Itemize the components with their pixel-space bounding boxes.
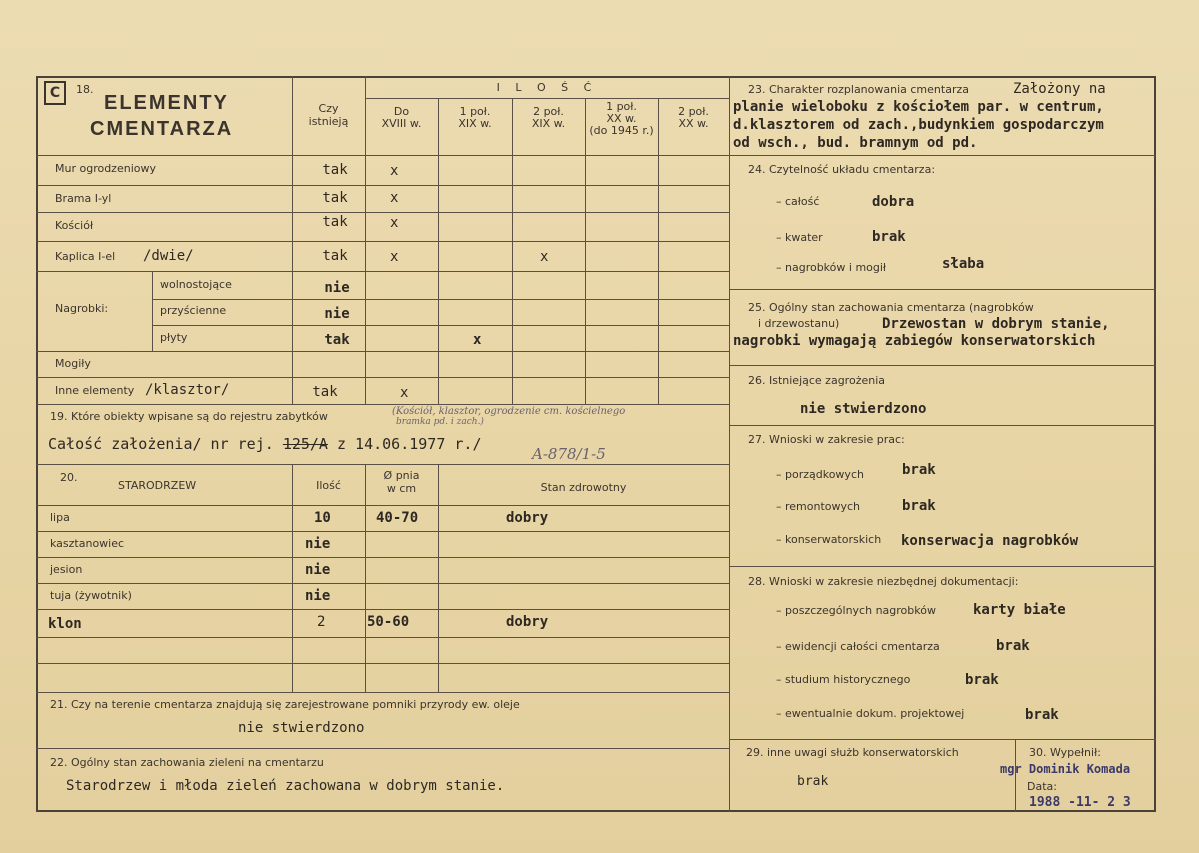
works-label: – remontowych (776, 500, 861, 513)
section-26-label: 26. Istniejące zagrożenia (748, 374, 886, 387)
divider-line (36, 531, 729, 532)
tree-name: kasztanowiec (50, 537, 125, 550)
tree-count: 2 (317, 614, 326, 630)
documentation-label: – ewidencji całości cmentarza (776, 640, 940, 653)
divider-line (36, 692, 729, 693)
divider-line (365, 464, 366, 692)
section-19-hand-reg: A-878/1-5 (532, 445, 606, 463)
col-header-2-pol-xx: 2 poł. XX w. (678, 105, 709, 131)
exists-header: Czy istnieją (308, 102, 349, 128)
row-label: Inne elementy (55, 384, 135, 397)
section-20-number: 20. (60, 471, 78, 484)
documentation-value: brak (1025, 707, 1059, 723)
filler-stamp: mgr Dominik Komada (1000, 762, 1131, 776)
readability-label: – całość (776, 195, 820, 208)
section-18-number: 18. (76, 83, 94, 96)
tree-count: nie (305, 536, 331, 552)
exists-value: tak (322, 190, 348, 206)
section-18-title-line2: CMENTARZA (90, 118, 234, 140)
struck-number: 125/A (282, 435, 328, 453)
section-25-label-2: i drzewostanu) (758, 317, 840, 330)
divider-line (729, 289, 1156, 290)
divider-line (36, 464, 729, 465)
divider-line (729, 155, 1156, 156)
divider-line (729, 566, 1156, 567)
row-label: Mur ogrodzeniowy (55, 162, 156, 175)
section-19-hand-note: (Kościół, klasztor, ogrodzenie cm. kościelnego (392, 406, 626, 417)
row-label: Kaplica I-el (55, 250, 116, 263)
section-25-value: Drzewostan w dobrym stanie, (882, 316, 1110, 332)
tree-diameter: 40-70 (376, 510, 419, 526)
col-header-1-pol-xix: 1 poł. XIX w. (458, 105, 492, 131)
mark-x: x (400, 385, 409, 401)
divider-line (36, 377, 729, 378)
divider-line (36, 637, 729, 638)
col-header-1-pol-xx: 1 poł. XX w. (do 1945 r.) (589, 100, 654, 138)
divider-line (36, 505, 729, 506)
tree-name: tuja (żywotnik) (50, 589, 132, 602)
row-label: przyścienne (160, 304, 227, 317)
section-29-label: 29. inne uwagi służb konserwatorskich (746, 746, 959, 759)
divider-line (36, 212, 729, 213)
documentation-label: – studium historycznego (776, 673, 911, 686)
readability-label: – nagrobków i mogił (776, 261, 887, 274)
col-header-ilosc: Ilość (316, 479, 341, 492)
documentation-label: – ewentualnie dokum. projektowej (776, 707, 965, 720)
divider-line (729, 739, 1156, 740)
tree-count: nie (305, 588, 331, 604)
divider-line (512, 98, 513, 404)
section-22-label: 22. Ogólny stan zachowania zieleni na cmentarzu (50, 756, 324, 769)
section-19-hand-note-2: bramka pd. i zach.) (396, 417, 484, 427)
mark-x: x (390, 249, 399, 265)
section-23-line4: od wsch., bud. bramnym od pd. (733, 135, 978, 151)
section-18-title-line1: ELEMENTY (104, 92, 229, 114)
divider-line (36, 241, 729, 242)
mark-x: x (473, 332, 482, 348)
tree-name: lipa (50, 511, 70, 524)
mark-x: x (540, 249, 549, 265)
ilosc-header: I L O Ś Ć (496, 81, 598, 94)
nagrobki-label: Nagrobki: (55, 302, 109, 315)
documentation-value: brak (965, 672, 999, 688)
section-23-line2: planie wieloboku z kościołem par. w centrum, (733, 99, 1104, 115)
row-label: wolnostojące (160, 278, 232, 291)
section-25-label: 25. Ogólny stan zachowania cmentarza (nagrobków (748, 301, 1034, 314)
row-label: Mogiły (55, 357, 91, 370)
divider-line (36, 748, 729, 749)
divider-line (292, 464, 293, 692)
tree-state: dobry (506, 510, 549, 526)
divider-line (152, 299, 729, 300)
section-22-value: Starodrzew i młoda zieleń zachowana w dobrym stanie. (66, 778, 505, 794)
section-23-line3: d.klasztorem od zach.,budynkiem gospodarczym (733, 117, 1104, 133)
works-label: – konserwatorskich (776, 533, 882, 546)
col-header-2-pol-xix: 2 poł. XIX w. (531, 105, 566, 131)
documentation-label: – poszczególnych nagrobków (776, 604, 936, 617)
readability-value: brak (872, 229, 906, 245)
tree-count: 10 (314, 510, 331, 526)
exists-value: tak (324, 332, 350, 348)
row-label: płyty (160, 331, 188, 344)
exists-value: nie (324, 306, 350, 322)
divider-line (729, 76, 730, 812)
divider-line (152, 325, 729, 326)
date-label: Data: (1027, 780, 1057, 793)
section-23-line1: Założony na (1013, 81, 1106, 97)
divider-line (36, 351, 729, 352)
divider-line (36, 583, 729, 584)
readability-value: dobra (872, 194, 915, 210)
exists-value: tak (312, 384, 338, 400)
divider-line (36, 557, 729, 558)
readability-value: słaba (942, 256, 985, 272)
divider-line (729, 425, 1156, 426)
divider-line (152, 271, 153, 351)
divider-line (438, 98, 439, 404)
mark-x: x (390, 163, 399, 179)
mark-x: x (390, 215, 399, 231)
tree-count: nie (305, 562, 331, 578)
divider-line (36, 404, 729, 405)
works-value: konserwacja nagrobków (901, 533, 1079, 549)
row-extra: /dwie/ (143, 248, 194, 264)
works-label: – porządkowych (776, 468, 864, 481)
works-value: brak (902, 462, 936, 478)
row-label: Brama I-yl (55, 192, 112, 205)
row-label: Kościół (55, 219, 94, 232)
section-23-label: 23. Charakter rozplanowania cmentarza (748, 83, 969, 96)
divider-line (36, 609, 729, 610)
tree-name: jesion (50, 563, 83, 576)
row-extra: /klasztor/ (145, 382, 230, 398)
exists-value: tak (322, 214, 348, 230)
date-stamp: 1988 -11- 2 3 (1029, 795, 1131, 810)
section-21-label: 21. Czy na terenie cmentarza znajdują się zarejestrowane pomniki przyrody ew. oleje (50, 698, 520, 711)
section-24-label: 24. Czytelność układu cmentarza: (748, 163, 936, 176)
divider-line (36, 185, 729, 186)
divider-line (585, 98, 586, 404)
tree-diameter: 50-60 (367, 614, 410, 630)
divider-line (438, 464, 439, 692)
section-29-value: brak (797, 774, 829, 789)
col-header-diameter: Ø pnia w cm (383, 469, 420, 495)
divider-line (365, 98, 729, 99)
divider-line (36, 663, 729, 664)
works-value: brak (902, 498, 936, 514)
divider-line (658, 98, 659, 404)
col-header-do-xviii: Do XVIII w. (381, 105, 422, 131)
tree-state: dobry (506, 614, 549, 630)
section-30-label: 30. Wypełnił: (1029, 746, 1101, 759)
exists-value: tak (322, 162, 348, 178)
exists-value: tak (322, 248, 348, 264)
tree-name: klon (48, 616, 82, 632)
section-letter-box: C (44, 81, 66, 105)
section-19-label: 19. Które obiekty wpisane są do rejestru zabytków (50, 410, 328, 423)
section-25-value-2: nagrobki wymagają zabiegów konserwatorskich (733, 333, 1096, 349)
section-19-value: Całość założenia/ nr rej. 125/A z 14.06.1977 r./ (48, 435, 482, 453)
readability-label: – kwater (776, 231, 823, 244)
divider-line (729, 365, 1156, 366)
mark-x: x (390, 190, 399, 206)
documentation-value: brak (996, 638, 1030, 654)
section-28-label: 28. Wnioski w zakresie niezbędnej dokumentacji: (748, 575, 1019, 588)
documentation-value: karty białe (973, 602, 1066, 618)
section-26-value: nie stwierdzono (800, 401, 927, 417)
divider-line (36, 271, 729, 272)
section-20-title: STARODRZEW (118, 479, 197, 492)
divider-line (36, 155, 729, 156)
section-27-label: 27. Wnioski w zakresie prac: (748, 433, 905, 446)
section-21-value: nie stwierdzono (238, 720, 365, 736)
exists-value: nie (324, 280, 350, 296)
col-header-state: Stan zdrowotny (540, 481, 627, 494)
